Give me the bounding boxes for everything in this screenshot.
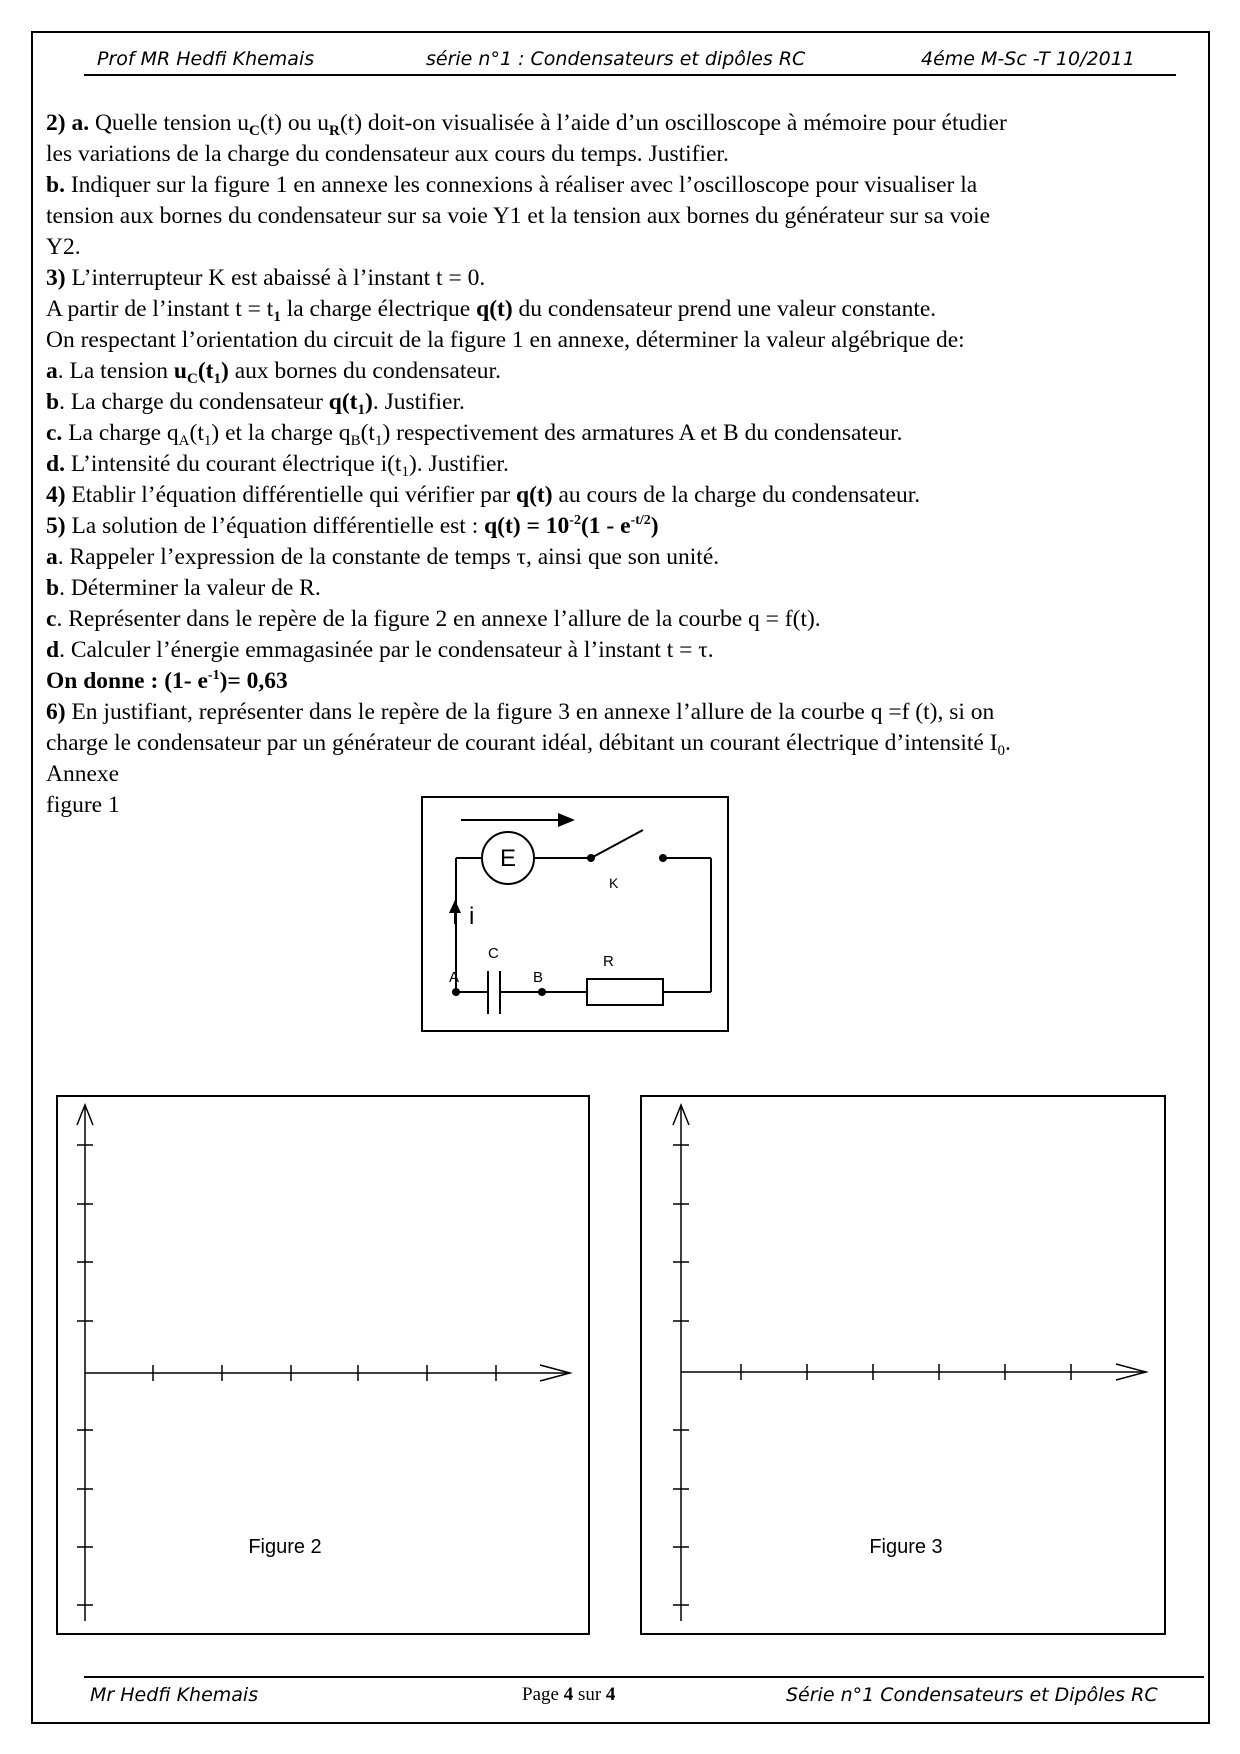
switch-label: K <box>609 875 619 891</box>
exercise-text <box>46 108 1186 821</box>
question-3a: a. La tension $u_C(t_1)$ aux bornes du condensateur. <box>46 358 501 387</box>
question-3d: d. L’intensité du courant électrique $i(t_1)$. Justifier. <box>46 451 509 480</box>
question-5a: a. Rappeler l’expression de la constante de temps τ, ainsi que son unité. <box>46 544 720 570</box>
resistor-label: R <box>603 953 614 970</box>
question-4: 4) Etablir l’équation différentielle qui vérifier par q(t) au cours de la charge du condensateur. <box>46 482 921 508</box>
header-series: série n°1 : Condensateurs et dipôles RC <box>426 48 806 70</box>
header-class-date: 4éme M-Sc -T 10/2011 <box>921 48 1135 70</box>
figure-3-label: Figure 3 <box>869 1536 943 1558</box>
figure-2-axes <box>56 1095 590 1635</box>
question-3-cont2: On respectant l’orientation du circuit de la figure 1 en annexe, déterminer la valeur algébrique de: <box>46 327 965 353</box>
given-value: On donne : (1- $e^{-1})= 0,63$ <box>46 668 288 694</box>
question-2b-cont2: Y2. <box>46 234 81 260</box>
question-3c: c. La charge $q_A(t_1)$ et la charge $q_B(t_1)$ respectivement des armatures A et B du condensateur. <box>46 420 903 449</box>
question-6-cont: charge le condensateur par un générateur de courant idéal, débitant un courant électrique d’intensité $I_0$. <box>46 730 1011 759</box>
question-3: 3) L’interrupteur K est abaissé à l’instant t = 0. <box>46 265 486 291</box>
annexe-label: Annexe <box>46 761 120 787</box>
current-arrow-icon <box>449 900 461 913</box>
question-5b: b. Déterminer la valeur de R. <box>46 575 321 601</box>
figure-3-axes <box>640 1095 1166 1635</box>
resistor-symbol <box>587 979 663 1005</box>
question-5c: c. Représenter dans le repère de la figure 2 en annexe l’allure de la courbe q = f(t). <box>46 606 821 632</box>
switch-blade <box>591 830 643 858</box>
generator-label: E <box>499 845 517 872</box>
question-5: 5) La solution de l’équation différentielle est : $q(t) = 10^{-2}(1 - e^{-t/2})$ <box>46 513 659 539</box>
header-author: Prof MR Hedfi Khemais <box>97 48 315 70</box>
figure-2-label: Figure 2 <box>248 1536 322 1558</box>
footer-page: Page 4 sur 4 <box>522 1684 616 1705</box>
question-2a-cont: les variations de la charge du condensateur aux cours du temps. Justifier. <box>46 141 729 167</box>
question-2a: 2) a. Quelle tension $u_C(t)$ ou $u_R(t)$ doit-on visualisée à l’aide d’un oscilloscope à mémoire pour étudier <box>46 110 1007 139</box>
footer-author: Mr Hedfi Khemais <box>90 1684 259 1706</box>
node-a-label: A <box>449 969 460 986</box>
footer-divider <box>84 1676 1204 1678</box>
capacitor-label: C <box>488 945 499 962</box>
generator-arrow-icon <box>558 813 575 827</box>
circuit-diagram <box>421 796 729 1032</box>
footer-series: Série n°1 Condensateurs et Dipôles RC <box>786 1684 1158 1706</box>
question-3-cont: A partir de l’instant $t = t_1$ la charge électrique q(t) du condensateur prend une valeur constante. <box>46 296 937 325</box>
question-2b: b. Indiquer sur la figure 1 en annexe les connexions à réaliser avec l’oscilloscope pour visualiser la <box>46 172 978 198</box>
figure-1-label: figure 1 <box>46 792 120 818</box>
current-label: i <box>469 903 475 930</box>
question-2b-cont: tension aux bornes du condensateur sur sa voie Y1 et la tension aux bornes du générateur sur sa voie <box>46 203 991 229</box>
question-5d: d. Calculer l’énergie emmagasinée par le condensateur à l’instant t = τ. <box>46 637 714 663</box>
header-divider <box>84 74 1176 76</box>
question-3b: b. La charge du condensateur $q(t_1)$. Justifier. <box>46 389 465 418</box>
node-b-label: B <box>533 969 544 986</box>
question-6: 6) En justifiant, représenter dans le repère de la figure 3 en annexe l’allure de la courbe q =f (t), si on <box>46 699 995 725</box>
